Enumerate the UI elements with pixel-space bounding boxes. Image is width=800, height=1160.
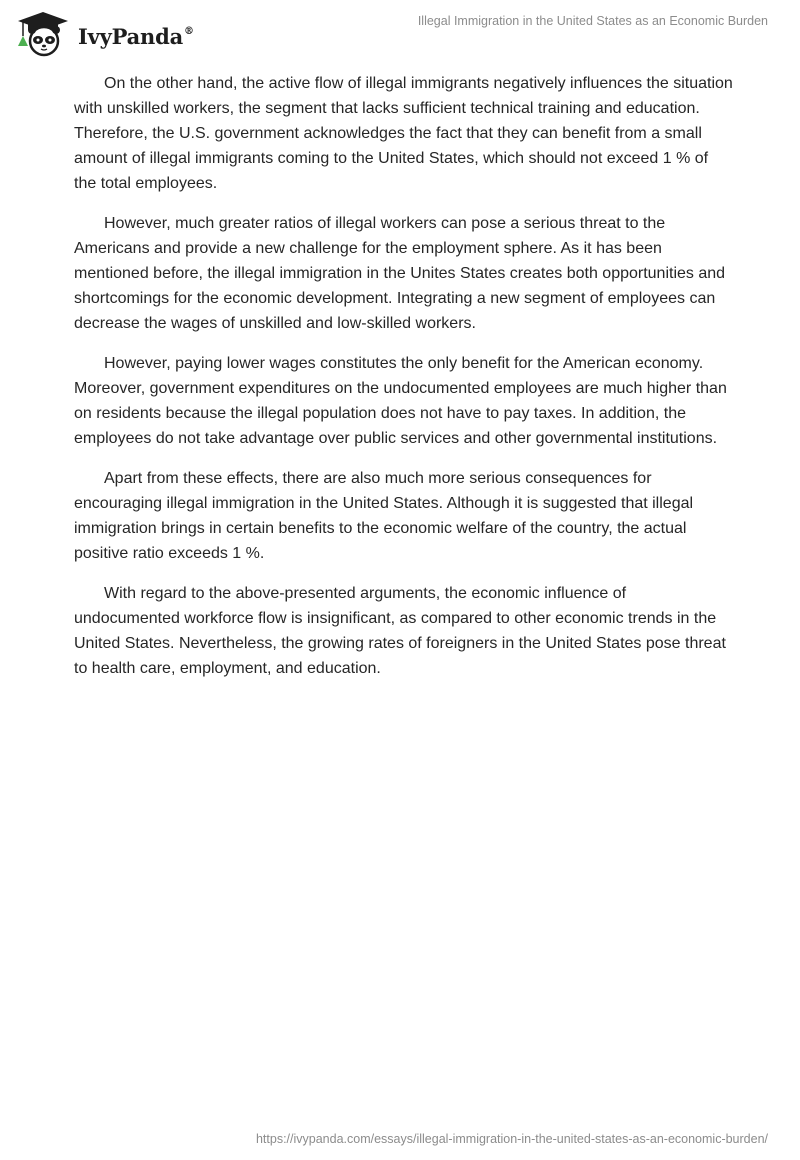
brand-name-text: IvyPanda <box>78 23 184 49</box>
registered-mark: ® <box>184 25 194 37</box>
source-url-link[interactable]: https://ivypanda.com/essays/illegal-immigration-in-the-united-states-as-an-economic-burden/ <box>255 1132 768 1146</box>
paragraph: With regard to the above-presented arguments, the economic influence of undocumented workforce flow is insignificant, as compared to other economic trends in the United States. Nevertheless, the growing rates of foreigners in the United States pose threat to health care, employment, and education. <box>74 585 726 677</box>
document-title: Illegal Immigration in the United States as an Economic Burden <box>417 14 768 28</box>
ivypanda-logo[interactable] <box>14 10 194 58</box>
paragraph: However, much greater ratios of illegal workers can pose a serious threat to the Americans and provide a new challenge for the employment sphere. As it has been mentioned before, the illegal immigration in the Unites States creates both opportunities and shortcomings for the economic development. Integrating a new segment of employees can decrease the wages of unskilled and low-skilled workers. <box>74 215 726 332</box>
paragraph: Apart from these effects, there are also much more serious consequences for encouraging illegal immigration in the United States. Although it is suggested that illegal immigration brings in certain benefits to the economic welfare of the country, the actual positive ratio exceeds 1 %. <box>74 470 694 562</box>
essay-body <box>74 71 734 696</box>
paragraph: On the other hand, the active flow of illegal immigrants negatively influences the situation with unskilled workers, the segment that lacks sufficient technical training and education. Therefore, the U.S. government acknowledges the fact that they can benefit from a small amount of illegal immigrants coming to the United States, which should not exceed 1 % of the total employees. <box>74 75 733 192</box>
panda-graduation-cap-icon <box>14 10 72 58</box>
brand-name <box>78 24 194 49</box>
paragraph: However, paying lower wages constitutes the only benefit for the American economy. Moreover, government expenditures on the undocumented employees are much higher than on residents because the illegal population does not have to pay taxes. In addition, the employees do not take advantage over public services and other governmental institutions. <box>74 355 727 447</box>
